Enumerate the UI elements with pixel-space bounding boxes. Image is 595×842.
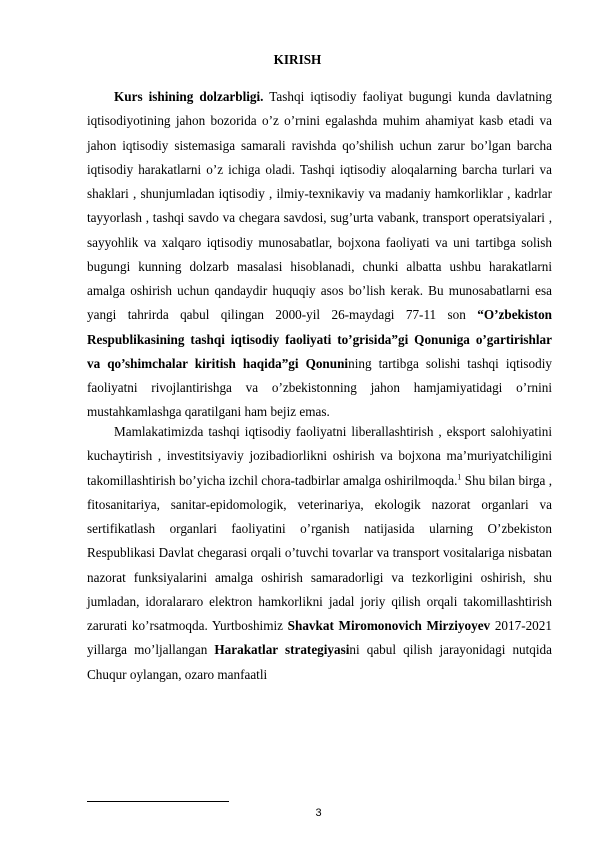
paragraph-relevance [87, 85, 552, 425]
section-heading: KIRISH [273, 52, 322, 67]
strategy-title: Harakatlar strategiyasi [214, 642, 350, 658]
paragraph1-text2: ning tartibga solishi tashqi iqtisodiy faoliyatni rivojlantirishga va o’zbekistonning jahon hamjamiyatidagi o’rnini mustahkamlashga qaratilgani ham bejiz emas. [87, 355, 552, 420]
page-number: 3 [315, 807, 322, 819]
paragraph2-text3: 2017-2021 yillarga mo’ljallangan [87, 618, 552, 658]
paragraph2-text4: ni qabul qilish jarayonidagi nutqida Chuqur oylangan, ozaro manfaatli [87, 642, 552, 682]
paragraph-liberalization [87, 420, 552, 687]
footnote-separator [87, 801, 229, 802]
law-title: “O’zbekiston Respublikasining tashqi iqtisodiy faoliyati to’grisida”gi Qonuniga o’gartirishlar va qo’shimchalar kiritish haqida”gi Qonuni [87, 307, 552, 371]
president-name: Shavkat Miromonovich Mirziyoyev [287, 618, 491, 633]
footnote-reference[interactable]: 1 [457, 472, 462, 482]
paragraph2-text1: Mamlakatimizda tashqi iqtisodiy faoliyatni liberallashtirish , eksport salohiyatini kuchaytirish , investitsiyaviy jozibadiorlikni oshirish va bojxona ma’muriyatchiligini takomillashtirish bo’yicha izchil chora-tadbirlar amalga oshirilmoqda. [87, 424, 552, 488]
relevance-lead: Kurs ishining dolzarbligi. [114, 89, 264, 104]
paragraph2-text2: Shu bilan birga , fitosanitariya, sanitar-epidomologik, veterinariya, ekologik nazorat organlari va sertifikatlash organlari faoliyatini o’rganish natijasida ularning O’zbekiston Respublikasi Davlat chegarasi orqali o’tuvchi tovarlar va transport vositalariga nisbatan nazorat funksiyalarini amalga oshirish samaradorligi va tezkorligini oshirish, shu jumladan, idoralararo elektron hamkorlikni jadal joriy qilish orqali takomillashtirish zarurati ko’rsatmoqda. Yurtboshimiz [87, 472, 553, 633]
paragraph1-text1: Tashqi iqtisodiy faoliyat bugungi kunda davlatning iqtisodiyotining jahon bozorida o’z o’rnini egalashda muhim ahamiyat kasb etadi va jahon iqtisodiy sistemasiga samarali ravishda qo’shilish uchun zarur bo’lgan barcha iqtisodiy harakatlarni o’z ichiga oladi. Tashqi iqtisodiy aloqalarning barcha turlari va shaklari , shunjumladan iqtisodiy , ilmiy-texnikaviy va madaniy hamkorliklar , kadrlar tayyorlash , tashqi savdo va chegara savdosi, sug’urta vabank, transport operatsiyalari , sayyohlik va xalqaro iqtisodiy munosabatlar, bojxona faoliyati va uni tartibga solish bugungi kunning dolzarb masalasi hisoblanadi, chunki albatta ushbu harakatlarni amalga oshirish uchun qandaydir huquqiy asos bo’lish kerak. Bu munosabatlarni esa yangi tahrirda qabul qilingan 2000-yil 26-maydagi 77-11 son [87, 89, 552, 323]
